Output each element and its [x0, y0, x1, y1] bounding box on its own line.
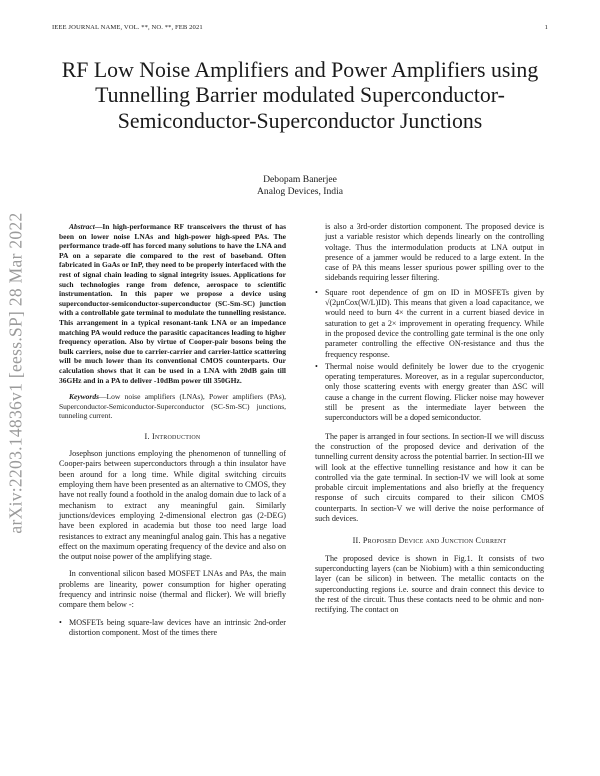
list-item: • Thermal noise would definitely be lower due to the cryogenic operating temperatures. Moreover, as in a regular superconductor, only those scattering events with energy greater than ΔSC will cause a change in the current flowing. Flicker noise may however still be present as the intermediate layer between the superconductors will be a doped semiconductor.: [315, 362, 544, 424]
keywords: [59, 392, 286, 421]
comparison-list-part-2: [315, 288, 544, 424]
left-column: [59, 222, 286, 644]
abstract-text: —In high-performance RF transceivers the thrust of has been on lower noise LNAs and high-power high-speed PAs. The performance trade-off has forced many solutions to have the LNA and PA on a separate die compared to the rest of baseband. Often fabricated in GaAs or InP, they need to be properly interfaced with the rest of signal chain leading to signal integrity issues. Applications for such technologies range from defence, aerospace to scientific instrumentation. In this paper we propose a device using superconductor-semiconductor-superconductor (SC-Sm-SC) junction with a controllable gate terminal to modulate the tunnelling resistance. This arrangement in a typical resonant-tank LNA or an impedance matching PA would reduce the parasitic capacitances leading to higher frequency operation. Also by virtue of Cooper-pair bosons being the bulk carriers, noise due to carrier-carrier and carrier-lattice scattering will be much lower than its conventional CMOS counterparts. Our calculation shows that it can be used in a LNA with 20dB gain till 36GHz and in a PA to deliver -10dBm power till 350GHz.: [59, 222, 286, 385]
section-1-heading: I. Introduction: [144, 431, 201, 441]
list-item: • MOSFETs being square-law devices have an intrinsic 2nd-order distortion component. Most of the times there: [59, 618, 286, 639]
keywords-text: —Low noise amplifiers (LNAs), Power amplifiers (PAs), Superconductor-Semiconductor-Superconductor (SC-Sm-SC) junctions, tunneling current.: [59, 392, 286, 421]
abstract: [59, 222, 286, 385]
list-item: • Square root dependence of gm on ID in MOSFETs given by √(2μnCox(W/L)ID). This means that given a load capacitance, we would need to burn 4× the current in a current biased device in saturation to get a 2× improvement in operating frequency. While in the proposed device the controlling gate terminal is the one only parameter controlling the effective ON-resistance and thus the frequency response.: [315, 288, 544, 360]
author-name: Debopam Banerjee: [263, 174, 337, 185]
intro-paragraph-2: In conventional silicon based MOSFET LNAs and PAs, the main problems are linearity, power consumption for higher operating frequency and intrinsic noise (thermal and flicker). We will briefly compare them below -:: [59, 569, 286, 610]
arxiv-stamp: [5, 178, 27, 568]
journal-info: IEEE JOURNAL NAME, VOL. **, NO. **, FEB 2021: [52, 24, 203, 31]
keywords-label: Keywords: [69, 392, 99, 402]
section-2-paragraph-1: The proposed device is shown in Fig.1. It consists of two superconducting layers (can be Niobium) with a thin semiconducting layer (can be silicon) in between. The metallic contacts on the superconducting regions i.e. source and drain connect this device to the rest of the circuit. Thus these contacts need to be ohmic and non-rectifying. The contact on: [315, 553, 544, 615]
arxiv-stamp-text: arXiv:2203.14836v1 [eess.SP] 28 Mar 2022: [5, 212, 26, 534]
paper-title: RF Low Noise Amplifiers and Power Amplifiers using Tunnelling Barrier modulated Superconductor-Semiconductor-Superconductor Junctions: [61, 58, 539, 133]
author-block: [52, 174, 548, 197]
abstract-label: Abstract: [69, 222, 95, 231]
page-number: 1: [544, 24, 548, 31]
intro-paragraph-1: Josephson junctions employing the phenomenon of tunnelling of Cooper-pairs between superconductors through a thin insulator have been around for a long time. While digital switching circuits employing them have been presented as an alternative to CMOS, they have not really found a foothold in the analog domain due to lack of a mechanism to extract any meaningful gain. Similarly junctions/devices employing 2-dimensional electron gas (2-DEG) have been explored in academia but those too need large load resistances to extract any meaningful analog gain. This has a negative effect on the maximum operating frequency of the device and also on the output noise power of the amplifying stage.: [59, 449, 286, 562]
right-column: [315, 222, 544, 622]
author-affiliation: Analog Devices, India: [256, 185, 344, 197]
bullet-continuation: is also a 3rd-order distortion component. The proposed device is just a variable resistor which depends linearly on the controlling voltage. Thus the intermodulation products at LNA output in presence of a jammer would be reduced to a large extent. In the case of PA this means lesser spurious power spilling over to the sidebands requiring lesser filtering.: [325, 222, 544, 283]
comparison-list-part-1: [59, 618, 286, 639]
section-2-heading: II. Proposed Device and Junction Current: [352, 536, 507, 546]
intro-paragraph-3: The paper is arranged in four sections. In section-II we will discuss the construction of the proposed device and derivation of the tunnelling current density across the potential barrier. In section-III we will look at the effective tunnelling resistance and how it can be controlled via the gate terminal. In section-IV we will look at some probable circuit implementations and also briefly at the frequency response of such circuits compared to their silicon CMOS counterparts. In section-V we will derive the noise performance of such devices.: [315, 431, 544, 524]
running-head: [52, 24, 548, 31]
